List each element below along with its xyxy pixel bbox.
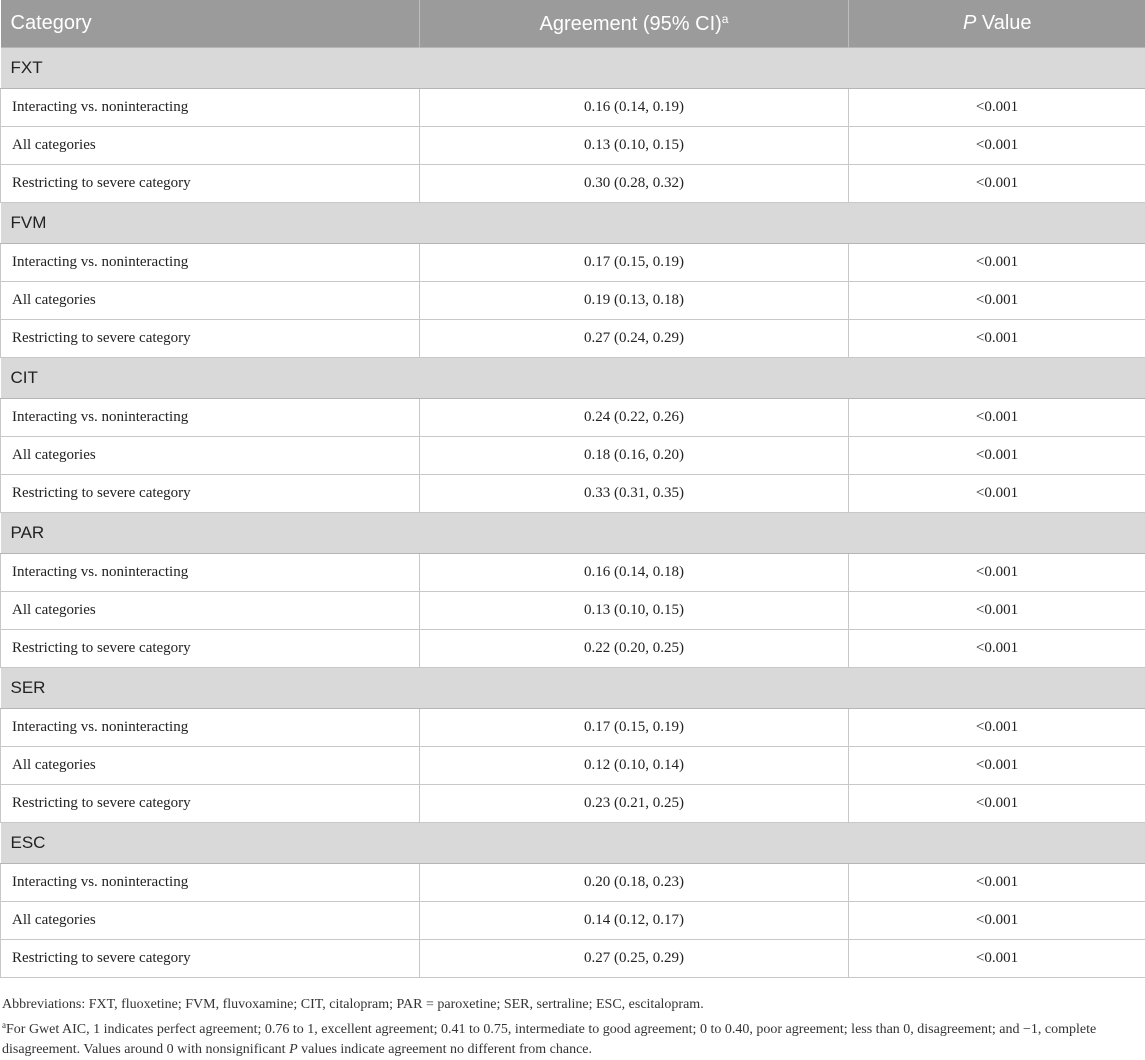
table-row (1, 785, 1145, 823)
p-value-cell: <0.001 (849, 592, 1145, 630)
row-label: Interacting vs. noninteracting (1, 709, 420, 747)
p-value-cell: <0.001 (849, 475, 1145, 513)
table-row (1, 592, 1145, 630)
agreement-note-text-end: values indicate agreement no different from chance. (298, 1042, 592, 1057)
table-header (1, 0, 1145, 48)
group-header-row (1, 513, 1145, 554)
agreement-cell: 0.17 (0.15, 0.19) (420, 709, 849, 747)
footnote-marker: a (722, 12, 729, 26)
table-body (1, 48, 1145, 978)
row-label: All categories (1, 902, 420, 940)
p-value-cell: <0.001 (849, 165, 1145, 203)
column-header-category-label: Category (11, 12, 92, 34)
p-value-cell: <0.001 (849, 902, 1145, 940)
table-row (1, 940, 1145, 978)
column-header-agreement-label: Agreement (95% CI) (540, 13, 722, 35)
column-header-category (1, 0, 420, 48)
agreement-cell: 0.19 (0.13, 0.18) (420, 282, 849, 320)
column-header-agreement (420, 0, 849, 48)
p-value-cell: <0.001 (849, 747, 1145, 785)
group-label: SER (1, 668, 1145, 709)
table-row (1, 709, 1145, 747)
p-value-cell: <0.001 (849, 554, 1145, 592)
agreement-note-italic: P (289, 1042, 298, 1057)
p-value-cell: <0.001 (849, 399, 1145, 437)
agreement-cell: 0.22 (0.20, 0.25) (420, 630, 849, 668)
footnotes (2, 995, 1142, 1060)
row-label: All categories (1, 437, 420, 475)
p-value-cell: <0.001 (849, 864, 1145, 902)
agreement-cell: 0.14 (0.12, 0.17) (420, 902, 849, 940)
group-label: PAR (1, 513, 1145, 554)
abbreviations-note: Abbreviations: FXT, fluoxetine; FVM, fluvoxamine; CIT, citalopram; PAR = paroxetine; SER, sertraline; ESC, escitalopram. (2, 995, 1142, 1015)
table-row (1, 399, 1145, 437)
group-header-row (1, 358, 1145, 399)
agreement-note-text: For Gwet AIC, 1 indicates perfect agreement; 0.76 to 1, excellent agreement; 0.41 to 0.75, intermediate to good agreement; 0 to 0.40, poor agreement; less than 0, disagreement; and −1, complete disagreement. Values around 0 with nonsignificant (2, 1022, 1096, 1057)
table-row (1, 282, 1145, 320)
agreement-cell: 0.18 (0.16, 0.20) (420, 437, 849, 475)
agreement-cell: 0.27 (0.24, 0.29) (420, 320, 849, 358)
table-row (1, 747, 1145, 785)
table-row (1, 89, 1145, 127)
agreement-cell: 0.33 (0.31, 0.35) (420, 475, 849, 513)
table-row (1, 902, 1145, 940)
agreement-cell: 0.20 (0.18, 0.23) (420, 864, 849, 902)
p-value-cell: <0.001 (849, 89, 1145, 127)
column-header-pvalue (849, 0, 1145, 48)
group-label: CIT (1, 358, 1145, 399)
p-value-cell: <0.001 (849, 320, 1145, 358)
table-row (1, 437, 1145, 475)
table-row (1, 864, 1145, 902)
row-label: Restricting to severe category (1, 785, 420, 823)
agreement-cell: 0.16 (0.14, 0.18) (420, 554, 849, 592)
row-label: Restricting to severe category (1, 475, 420, 513)
p-value-cell: <0.001 (849, 127, 1145, 165)
table-row (1, 127, 1145, 165)
agreement-cell: 0.24 (0.22, 0.26) (420, 399, 849, 437)
table-row (1, 165, 1145, 203)
row-label: Restricting to severe category (1, 320, 420, 358)
agreement-cell: 0.23 (0.21, 0.25) (420, 785, 849, 823)
row-label: Restricting to severe category (1, 630, 420, 668)
group-label: FXT (1, 48, 1145, 89)
column-header-pvalue-italic: P (963, 12, 976, 34)
row-label: All categories (1, 592, 420, 630)
agreement-cell: 0.12 (0.10, 0.14) (420, 747, 849, 785)
p-value-cell: <0.001 (849, 940, 1145, 978)
row-label: Interacting vs. noninteracting (1, 399, 420, 437)
p-value-cell: <0.001 (849, 785, 1145, 823)
row-label: Interacting vs. noninteracting (1, 89, 420, 127)
row-label: Restricting to severe category (1, 940, 420, 978)
group-label: ESC (1, 823, 1145, 864)
table-row (1, 630, 1145, 668)
row-label: All categories (1, 747, 420, 785)
table-row (1, 244, 1145, 282)
row-label: All categories (1, 127, 420, 165)
group-header-row (1, 823, 1145, 864)
p-value-cell: <0.001 (849, 709, 1145, 747)
group-header-row (1, 48, 1145, 89)
agreement-cell: 0.17 (0.15, 0.19) (420, 244, 849, 282)
agreement-cell: 0.27 (0.25, 0.29) (420, 940, 849, 978)
group-header-row (1, 203, 1145, 244)
table-row (1, 475, 1145, 513)
row-label: All categories (1, 282, 420, 320)
footnote-marker: a (2, 1020, 6, 1030)
agreement-cell: 0.13 (0.10, 0.15) (420, 592, 849, 630)
group-header-row (1, 668, 1145, 709)
p-value-cell: <0.001 (849, 244, 1145, 282)
p-value-cell: <0.001 (849, 437, 1145, 475)
group-label: FVM (1, 203, 1145, 244)
row-label: Interacting vs. noninteracting (1, 554, 420, 592)
table-row (1, 320, 1145, 358)
agreement-note (2, 1015, 1142, 1060)
p-value-cell: <0.001 (849, 630, 1145, 668)
column-header-pvalue-label: Value (976, 12, 1031, 34)
agreement-cell: 0.16 (0.14, 0.19) (420, 89, 849, 127)
row-label: Restricting to severe category (1, 165, 420, 203)
agreement-cell: 0.30 (0.28, 0.32) (420, 165, 849, 203)
row-label: Interacting vs. noninteracting (1, 244, 420, 282)
table-row (1, 554, 1145, 592)
row-label: Interacting vs. noninteracting (1, 864, 420, 902)
agreement-cell: 0.13 (0.10, 0.15) (420, 127, 849, 165)
p-value-cell: <0.001 (849, 282, 1145, 320)
